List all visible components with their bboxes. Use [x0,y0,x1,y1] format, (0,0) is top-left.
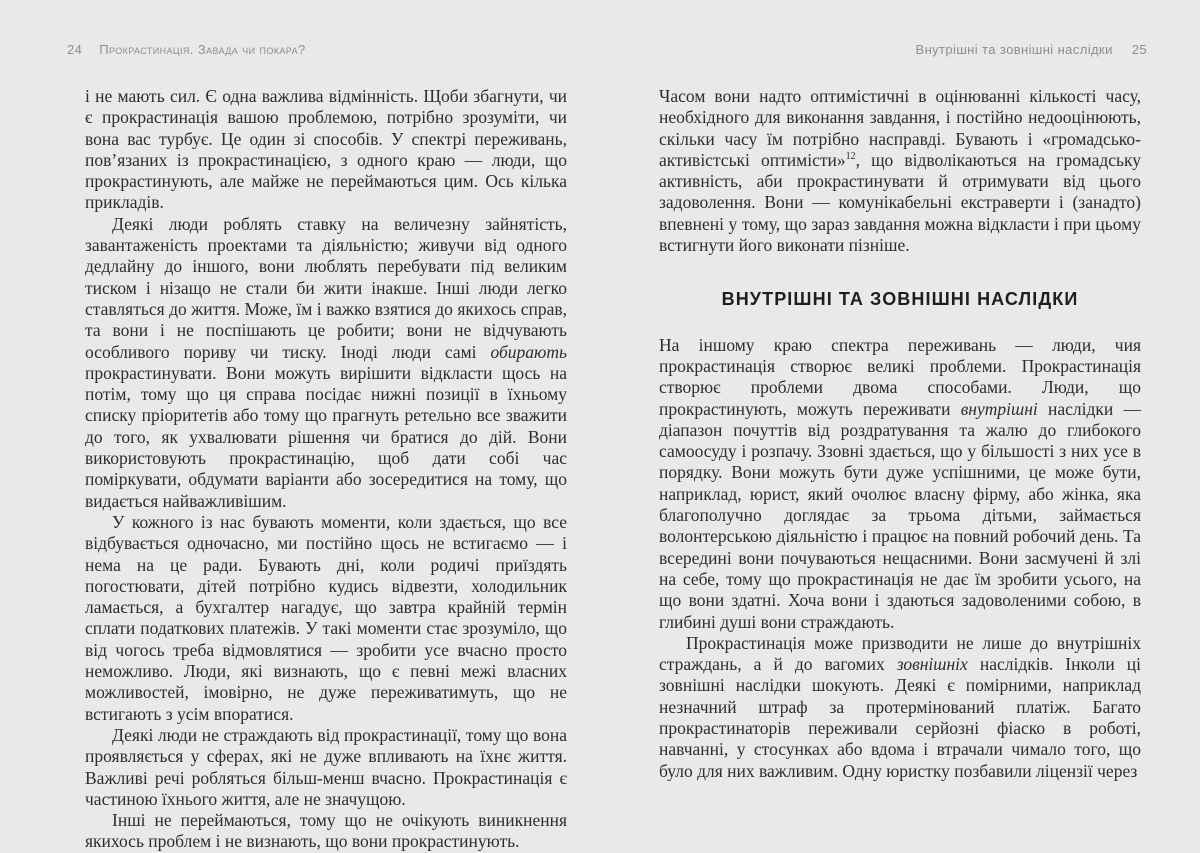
paragraph [659,86,1141,256]
text-run: У кожного із нас бувають моменти, коли здається, що все відбувається одночасно, ми постійно щось не встигаємо — і нема на це ради. Бувають дні, коли родичі приїздять погостювати, дітей потрібно кудись відвезти, холодильник ламається, а бухгалтер нагадує, що завтра крайній термін сплати податкових платежів. У такі моменти стає зрозуміло, що від чогось треба відмовлятися — зробити усе вчасно просто неможливо. Люди, які визнають, що є певні межі власних можливостей, імовірно, не дуже переживатимуть, що не встигають з усім впоратися. [85,511,567,724]
left-running-head [67,42,567,58]
text-run: наслідків. Інколи ці зовнішні наслідки шокують. Деякі є помірними, наприклад незначний штраф за протермінований платіж. Багато прокрастинаторів переживали серйозні фіаско в роботі, навчанні, у стосунках або вдома і втрачали чимало того, що було для них важливим. Одну юристку позбавили ліцензії через [659,654,1141,781]
text-run: , що відволікаються на громадську активність, аби прокрастинувати й отримувати від цього задоволення. Вони — комунікабельні екстраверти і (занадто) впевнені у тому, що зараз завдання можна відкласти і при цьому встигнути його виконати пізніше. [659,149,1141,256]
italic-run: обирають [490,341,567,362]
left-page-body [85,86,567,853]
text-run: Інші не переймаються, тому що не очікують виникнення якихось проблем і не визнають, що вони прокрастинують. [85,810,567,852]
paragraph [85,86,567,214]
italic-run: зовнішніх [896,654,968,675]
paragraph [659,335,1141,633]
right-running-head-title: Внутрішні та зовнішні наслідки [915,42,1113,57]
right-running-head [659,42,1147,58]
text-run: Прокрастинація може призводити не лише до внутрішніх страждань, а й до вагомих [659,632,1141,675]
left-page [67,42,567,853]
paragraph [85,810,567,853]
left-page-number: 24 [67,42,83,57]
right-page-number: 25 [1131,42,1147,57]
text-run: наслідки — діапазон почуттів від роздратування та жалю до глибокого самоосуду і розпачу. Ззовні здається, що у більшості з них усе в порядку. Вони можуть бути дуже успішними, це може бути, наприклад, юрист, який очолює власну фірму, або жінка, яка благополучно доглядає за трьома дітьми, займається волонтерською діяльністю і працює на повний робочий день. Та всередині вони почуваються нещасними. Вони засмучені й злі на себе, тому що прокрастинація не дає їм зробити усього, на що вони здатні. Хоча вони і здаються задоволеними собою, в глибині душі вони страждають. [659,398,1141,632]
paragraph [659,633,1141,782]
italic-run: внутрішні [960,398,1038,419]
right-page-body [659,86,1141,782]
right-page [659,42,1147,782]
section-heading: ВНУТРІШНІ ТА ЗОВНІШНІ НАСЛІДКИ [721,289,1079,310]
left-running-head-title: Прокрастинація. Завада чи покара? [99,42,306,57]
paragraph [85,512,567,725]
text-run: Деякі люди роблять ставку на величезну зайнятість, завантаженість проектами та діяльністю; живучи від одного дедлайну до іншого, вони люблять перебувати під великим тиском і нізащо не стали би жити інакше. Інші люди легко ставляться до життя. Може, їм і важко взятися до якихось справ, та вони і не поспішають це робити; вони не відчувають особливого пориву чи тиску. Іноді люди самі [85,213,567,362]
text-run: Часом вони надто оптимістичні в оцінюванні кількості часу, необхідного для виконання завдання, і постійно недооцінюють, скільки часу їм потрібно насправді. Бувають і «громадсько-активістські оптимісти» [659,86,1141,170]
text-run: На іншому краю спектра переживань — люди, чия прокрастинація створює великі проблеми. Прокрастинація створює проблеми двома способами. Люди, що прокрастинують, можуть переживати [659,334,1141,419]
paragraph [85,725,567,810]
text-run: прокрастинувати. Вони можуть вирішити відкласти щось на потім, тому що ця справа посідає нижні позиції в їхньому списку пріоритетів або тому що прагнуть ретельно все зважити до того, як ухвалювати рішення чи братися до дій. Вони використовують прокрастинацію, щоб дати собі час поміркувати, обдумати варіанти або зосередитися на тому, що видається найважливішим. [85,362,567,511]
text-run: і не мають сил. Є одна важлива відмінність. Щоби збагнути, чи є прокрастинація вашою проблемою, потрібно зрозуміти, чи вона вас турбує. Це один зі способів. У спектрі переживань, пов’язаних із прокрастинацією, з одного краю — люди, що прокрастинують, але майже не переймаються цим. Ось кілька прикладів. [85,86,567,213]
text-run: Деякі люди не страждають від прокрастинації, тому що вона проявляється у сферах, які не дуже впливають на їхнє життя. Важливі речі робляться більш-менш вчасно. Прокрастинація є частиною їхнього життя, але не значущою. [85,724,567,809]
footnote-marker: 12 [845,151,856,163]
paragraph [85,214,567,512]
